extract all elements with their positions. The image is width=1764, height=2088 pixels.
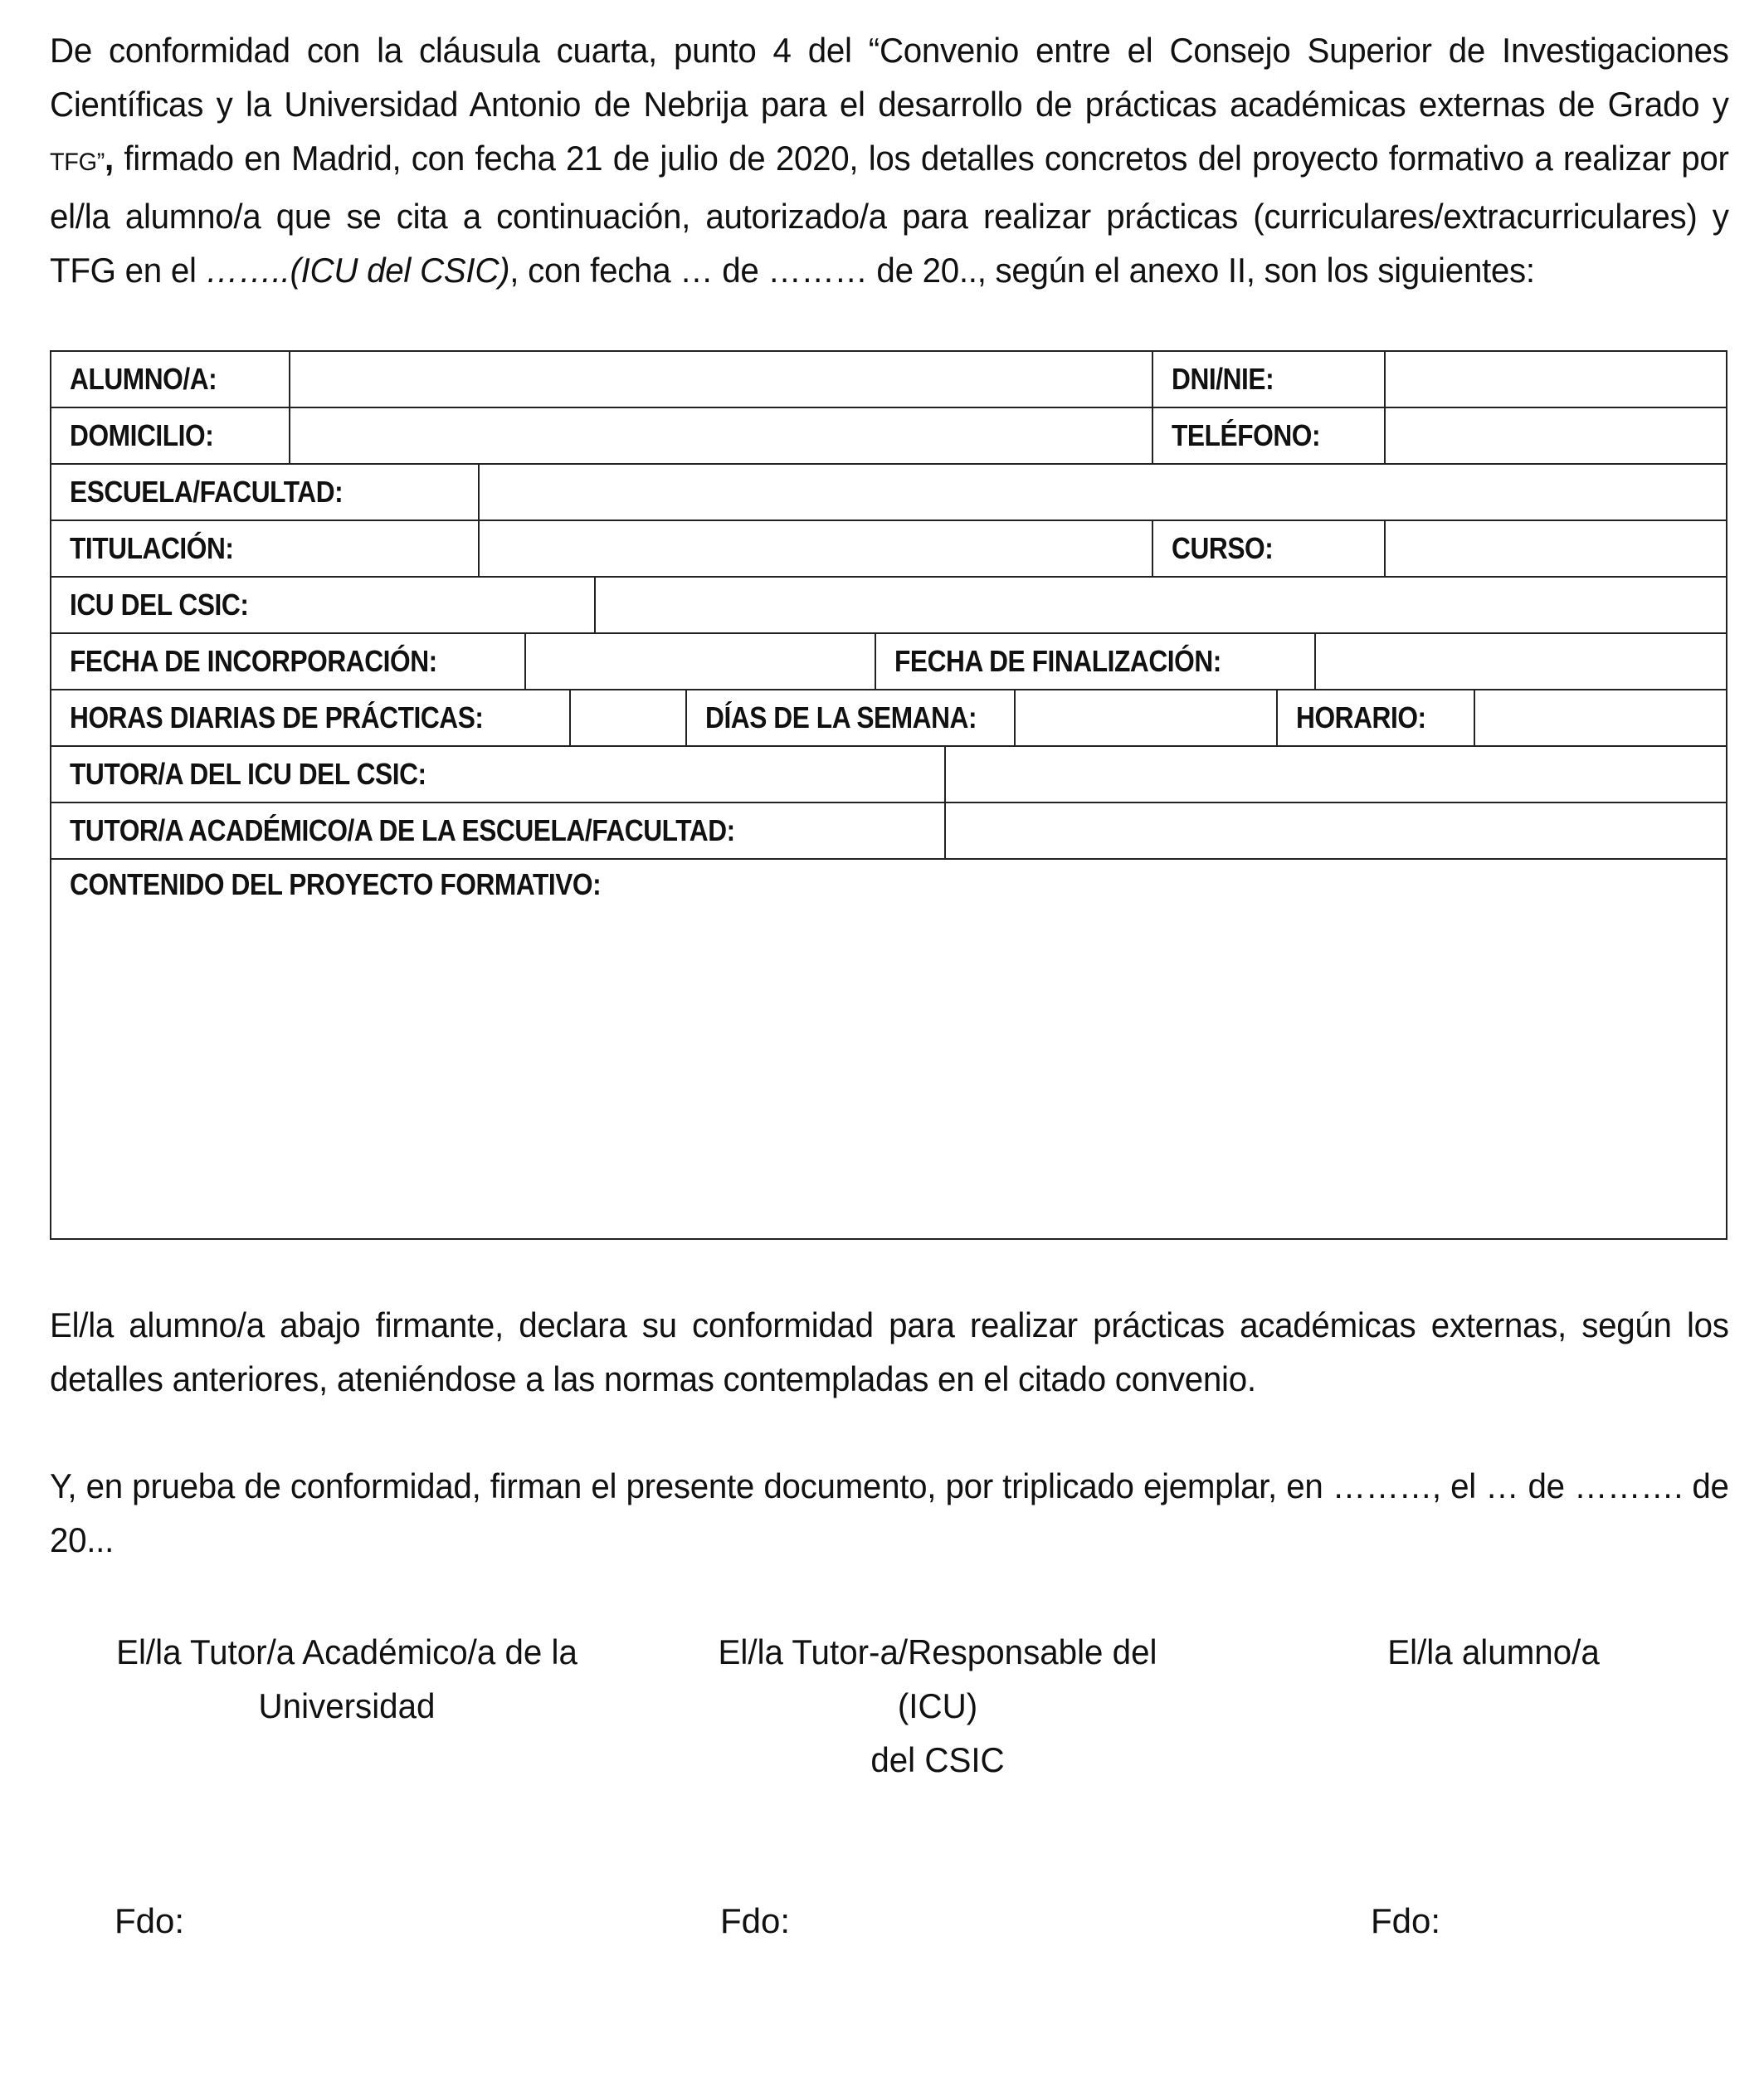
signature-student	[1350, 1625, 1637, 1679]
field-fecha-finalizacion[interactable]	[1316, 634, 1726, 689]
field-contenido[interactable]	[51, 860, 1726, 1245]
field-fecha-incorporacion[interactable]	[526, 634, 876, 689]
row-escuela	[51, 465, 1726, 521]
intro-text-2: firmado en Madrid, con fecha 21 de julio de 2020, los detalles concretos del proyecto formativo a realizar por el/la alumno/a que se cita a continuación, autorizado/a para realizar prácticas (curriculares/extracurriculares) y TFG en el	[50, 139, 1729, 290]
field-dias[interactable]	[1016, 690, 1278, 745]
field-tutor-academico[interactable]	[946, 803, 1726, 858]
signature-academic-line1: El/la Tutor/a Académico/a de la	[116, 1632, 577, 1671]
label-alumno: ALUMNO/A:	[51, 352, 290, 407]
signature-icu-line2: del CSIC	[870, 1740, 1005, 1779]
intro-text-3: , con fecha … de ……… de 20.., según el anexo II, son los siguientes:	[509, 251, 1535, 290]
field-curso[interactable]	[1386, 521, 1726, 576]
label-contenido: CONTENIDO DEL PROYECTO FORMATIVO:	[70, 867, 602, 901]
fdo-academic-tutor[interactable]: Fdo:	[115, 1901, 185, 1940]
field-dni[interactable]	[1386, 352, 1726, 407]
label-curso: CURSO:	[1153, 521, 1386, 576]
signature-academic-line2: Universidad	[258, 1686, 436, 1725]
signature-academic-tutor	[108, 1625, 586, 1733]
label-dni: DNI/NIE:	[1153, 352, 1386, 407]
label-tutor-academico: TUTOR/A ACADÉMICO/A DE LA ESCUELA/FACULTAD:	[51, 803, 946, 858]
conformity-paragraph: Y, en prueba de conformidad, firman el presente documento, por triplicado ejemplar, en ………, el … de ………. de 20...	[50, 1466, 1729, 1559]
row-titulacion	[51, 521, 1726, 578]
label-fecha-finalizacion: FECHA DE FINALIZACIÓN:	[876, 634, 1316, 689]
label-icu: ICU DEL CSIC:	[51, 578, 596, 632]
label-domicilio: DOMICILIO:	[51, 408, 290, 463]
row-tutor-icu	[51, 747, 1726, 803]
intro-comma: ,	[105, 139, 114, 178]
fdo-student[interactable]: Fdo:	[1371, 1901, 1441, 1940]
row-icu	[51, 578, 1726, 634]
field-titulacion[interactable]	[480, 521, 1153, 576]
label-titulacion: TITULACIÓN:	[51, 521, 480, 576]
row-contenido	[51, 860, 1726, 1245]
label-escuela: ESCUELA/FACULTAD:	[51, 465, 480, 520]
intro-tfg: TFG”	[50, 149, 105, 176]
label-fecha-incorporacion: FECHA DE INCORPORACIÓN:	[51, 634, 526, 689]
label-horario: HORARIO:	[1278, 690, 1475, 745]
field-alumno[interactable]	[290, 352, 1153, 407]
label-telefono: TELÉFONO:	[1153, 408, 1386, 463]
declaration-paragraph: El/la alumno/a abajo firmante, declara su conformidad para realizar prácticas académicas externas, según los detalles anteriores, ateniéndose a las normas contempladas en el citado convenio.	[50, 1305, 1729, 1398]
field-horario[interactable]	[1475, 690, 1726, 745]
fdo-icu-tutor[interactable]: Fdo:	[720, 1901, 791, 1940]
row-horas	[51, 690, 1726, 747]
signature-icu-line1: El/la Tutor-a/Responsable del (ICU)	[718, 1632, 1157, 1725]
intro-paragraph	[50, 23, 1729, 297]
row-tutor-academico	[51, 803, 1726, 860]
field-telefono[interactable]	[1386, 408, 1726, 463]
field-domicilio[interactable]	[290, 408, 1153, 463]
intro-text-1: De conformidad con la cláusula cuarta, punto 4 del “Convenio entre el Consejo Superior de Investigaciones Científicas y la Universidad Antonio de Nebrija para el desarrollo de prácticas académicas externas de Grado y	[50, 31, 1729, 124]
label-dias: DÍAS DE LA SEMANA:	[687, 690, 1016, 745]
field-horas[interactable]	[571, 690, 687, 745]
label-tutor-icu: TUTOR/A DEL ICU DEL CSIC:	[51, 747, 946, 802]
signature-icu-tutor	[675, 1625, 1201, 1787]
field-escuela[interactable]	[480, 465, 1726, 520]
intro-icu-placeholder: ……..(ICU del CSIC)	[205, 251, 510, 290]
row-fechas	[51, 634, 1726, 690]
row-domicilio	[51, 408, 1726, 465]
row-alumno	[51, 352, 1726, 408]
field-icu[interactable]	[596, 578, 1726, 632]
field-tutor-icu[interactable]	[946, 747, 1726, 802]
signature-student-line1: El/la alumno/a	[1387, 1632, 1600, 1671]
project-form-table	[50, 350, 1727, 1240]
label-horas: HORAS DIARIAS DE PRÁCTICAS:	[51, 690, 571, 745]
